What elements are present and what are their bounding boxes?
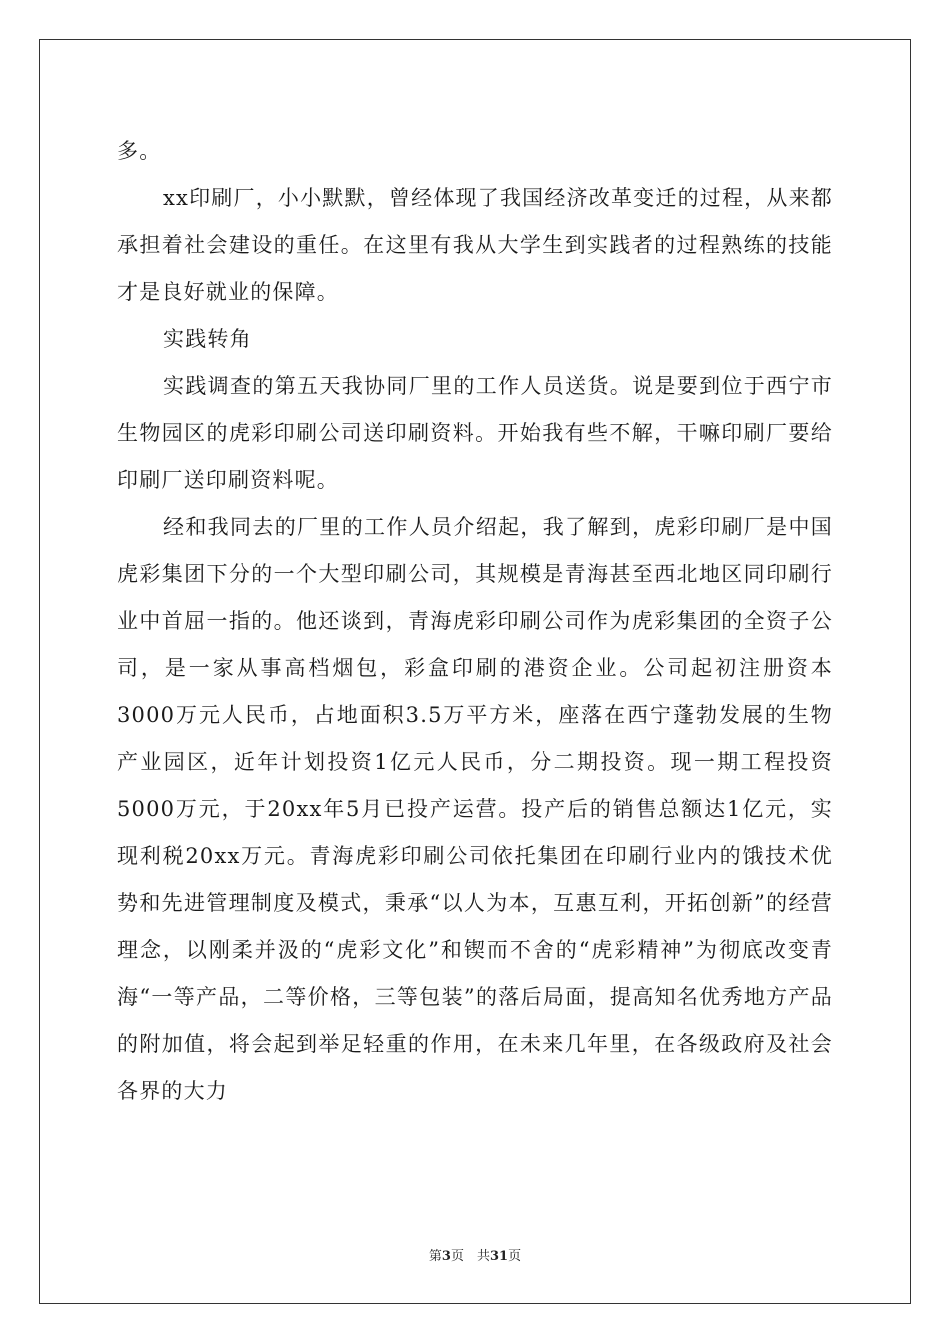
page-footer: [0, 1248, 950, 1266]
footer-page-prefix: 第: [428, 1249, 442, 1264]
footer-page-suffix: 页: [508, 1249, 522, 1264]
paragraph-3: 实践调查的第五天我协同厂里的工作人员送货。说是要到位于西宁市生物园区的虎彩印刷公司送印刷资料。开始我有些不解，干嘛印刷厂要给印刷厂送印刷资料呢。: [117, 374, 833, 492]
paragraph-4: 经和我同去的厂里的工作人员介绍起，我了解到，虎彩印刷厂是中国虎彩集团下分的一个大型印刷公司，其规模是青海甚至西北地区同印刷行业中首屈一指的。他还谈到，青海虎彩印刷公司作为虎彩集团的全资子公司，是一家从事高档烟包，彩盒印刷的港资企业。公司起初注册资本3000万元人民币，占地面积3.5万平方米，座落在西宁蓬勃发展的生物产业园区，近年计划投资1亿元人民币，分二期投资。现一期工程投资5000万元，于20xx年5月已投产运营。投产后的销售总额达1亿元，实现利税20xx万元。青海虎彩印刷公司依托集团在印刷行业内的饿技术优势和先进管理制度及模式，秉承“以人为本，互惠互利，开拓创新”的经营理念，以刚柔并汲的“虎彩文化”和锲而不舍的“虎彩精神”为彻底改变青海“一等产品，二等价格，三等包装”的落后局面，提高知名优秀地方产品的附加值，将会起到举足轻重的作用，在未来几年里，在各级政府及社会各界的大力: [117, 515, 833, 1103]
paragraph-2: xx印刷厂，小小默默，曾经体现了我国经济改革变迁的过程，从来都承担着社会建设的重任。在这里有我从大学生到实践者的过程熟练的技能才是良好就业的保障。: [117, 186, 833, 304]
document-body: [117, 128, 833, 1115]
footer-page-mid: 页 共: [450, 1249, 490, 1264]
footer-current-page: 3: [441, 1249, 451, 1264]
section-heading: 实践转角: [163, 327, 252, 351]
paragraph-1: 多。: [117, 139, 162, 163]
footer-total-pages: 31: [489, 1249, 509, 1264]
